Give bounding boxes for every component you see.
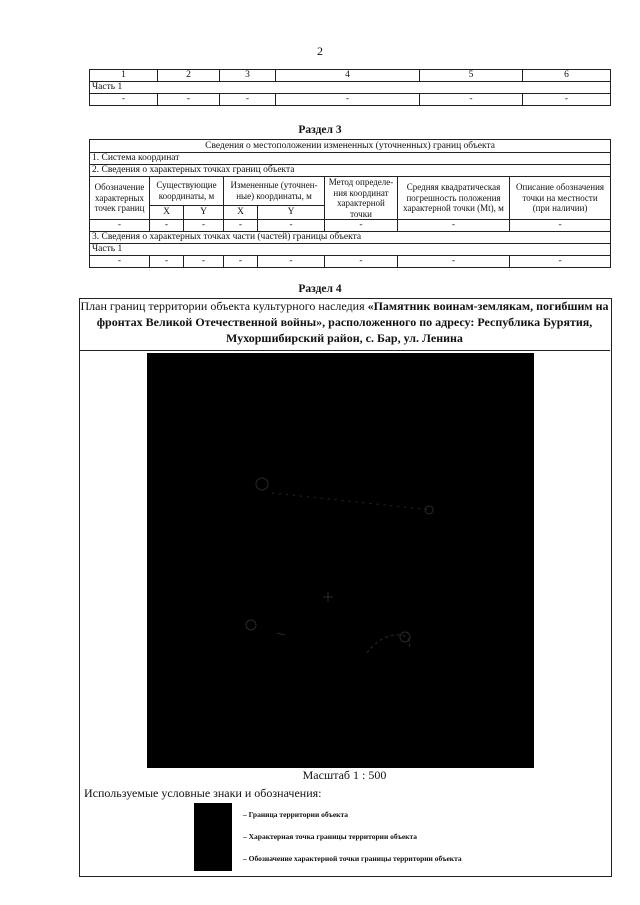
col-existing-coords: Существующие координаты, м [150,177,224,206]
table-cell: - [150,220,184,232]
legend-symbols-box [194,803,232,871]
table-cell: - [276,94,420,106]
col-description: Описание обозначения точки на местности (при наличии) [510,177,611,220]
table-cell: - [398,220,510,232]
table-cell: - [90,220,150,232]
table-cell: - [158,94,220,106]
col-header-1: 1 [90,70,158,82]
col-designation: Обозначение характерных точек границ [90,177,150,220]
site-plan-map [147,353,534,768]
table-cell: - [224,220,258,232]
table-cell: - [224,256,258,268]
col-header-3: 3 [220,70,276,82]
table-cell: - [258,220,325,232]
section3-title: Раздел 3 [298,124,342,136]
map-marker-icon [256,478,268,490]
part-label: Часть 1 [90,82,611,94]
legend-item-point: – Характерная точка границы территории объекта [243,832,418,841]
col-header-4: 4 [276,70,420,82]
sub-y: Y [184,205,224,219]
table-cell: - [510,256,611,268]
table-cell: - [184,256,224,268]
table-cell: - [325,220,398,232]
col-method: Метод определе- ния координат характерной точки [325,177,398,220]
col-error: Средняя квадратическая погрешность положения характерной точки (Mt), м [398,177,510,220]
table-cell: - [150,256,184,268]
table-cell: - [510,220,611,232]
section4-title: Раздел 4 [298,283,342,295]
table-cell: - [184,220,224,232]
sub-x: X [224,205,258,219]
table-cell: - [420,94,523,106]
page-number: 2 [317,44,323,58]
map-scale: Масштаб 1 : 500 [302,768,387,782]
map-marker-icon [246,620,256,630]
legend-heading: Используемые условные знаки и обозначения: [84,786,322,800]
table-cell: - [220,94,276,106]
table-cell: - [258,256,325,268]
points-info-heading: 2. Сведения о характерных точках границ объекта [90,165,611,177]
part-table [89,69,611,106]
map-drawing [147,353,534,768]
col-header-6: 6 [523,70,611,82]
table-cell: - [523,94,611,106]
table-cell: - [325,256,398,268]
sub-x: X [150,205,184,219]
part-points-heading: 3. Сведения о характерных точках части (частей) границы объекта [90,232,611,244]
legend-item-boundary: – Граница территории объекта [243,810,348,819]
plan-title: План границ территории объекта культурного наследия «Памятник воинам-землякам, погибшим на фронтах Великой Отечественной войны», расположенного по адресу: Республика Бурятия, Мухоршибирский район, с. Бар, ул. Ленина [79,298,610,351]
table-cell: - [90,256,150,268]
col-header-5: 5 [420,70,523,82]
section3-table [89,139,611,268]
legend-item-point-label: – Обозначение характерной точки границы территории объекта [243,854,462,863]
part-label: Часть 1 [90,244,611,256]
map-marker-icon [400,632,410,642]
map-marker-icon [425,506,433,514]
table-cell: - [398,256,510,268]
sub-y: Y [258,205,325,219]
section3-caption: Сведения о местоположении измененных (уточненных) границ объекта [90,140,611,153]
coordinate-system: 1. Система координат [90,153,611,165]
col-header-2: 2 [158,70,220,82]
table-cell: - [90,94,158,106]
col-changed-coords: Измененные (уточнен- ные) координаты, м [224,177,325,206]
